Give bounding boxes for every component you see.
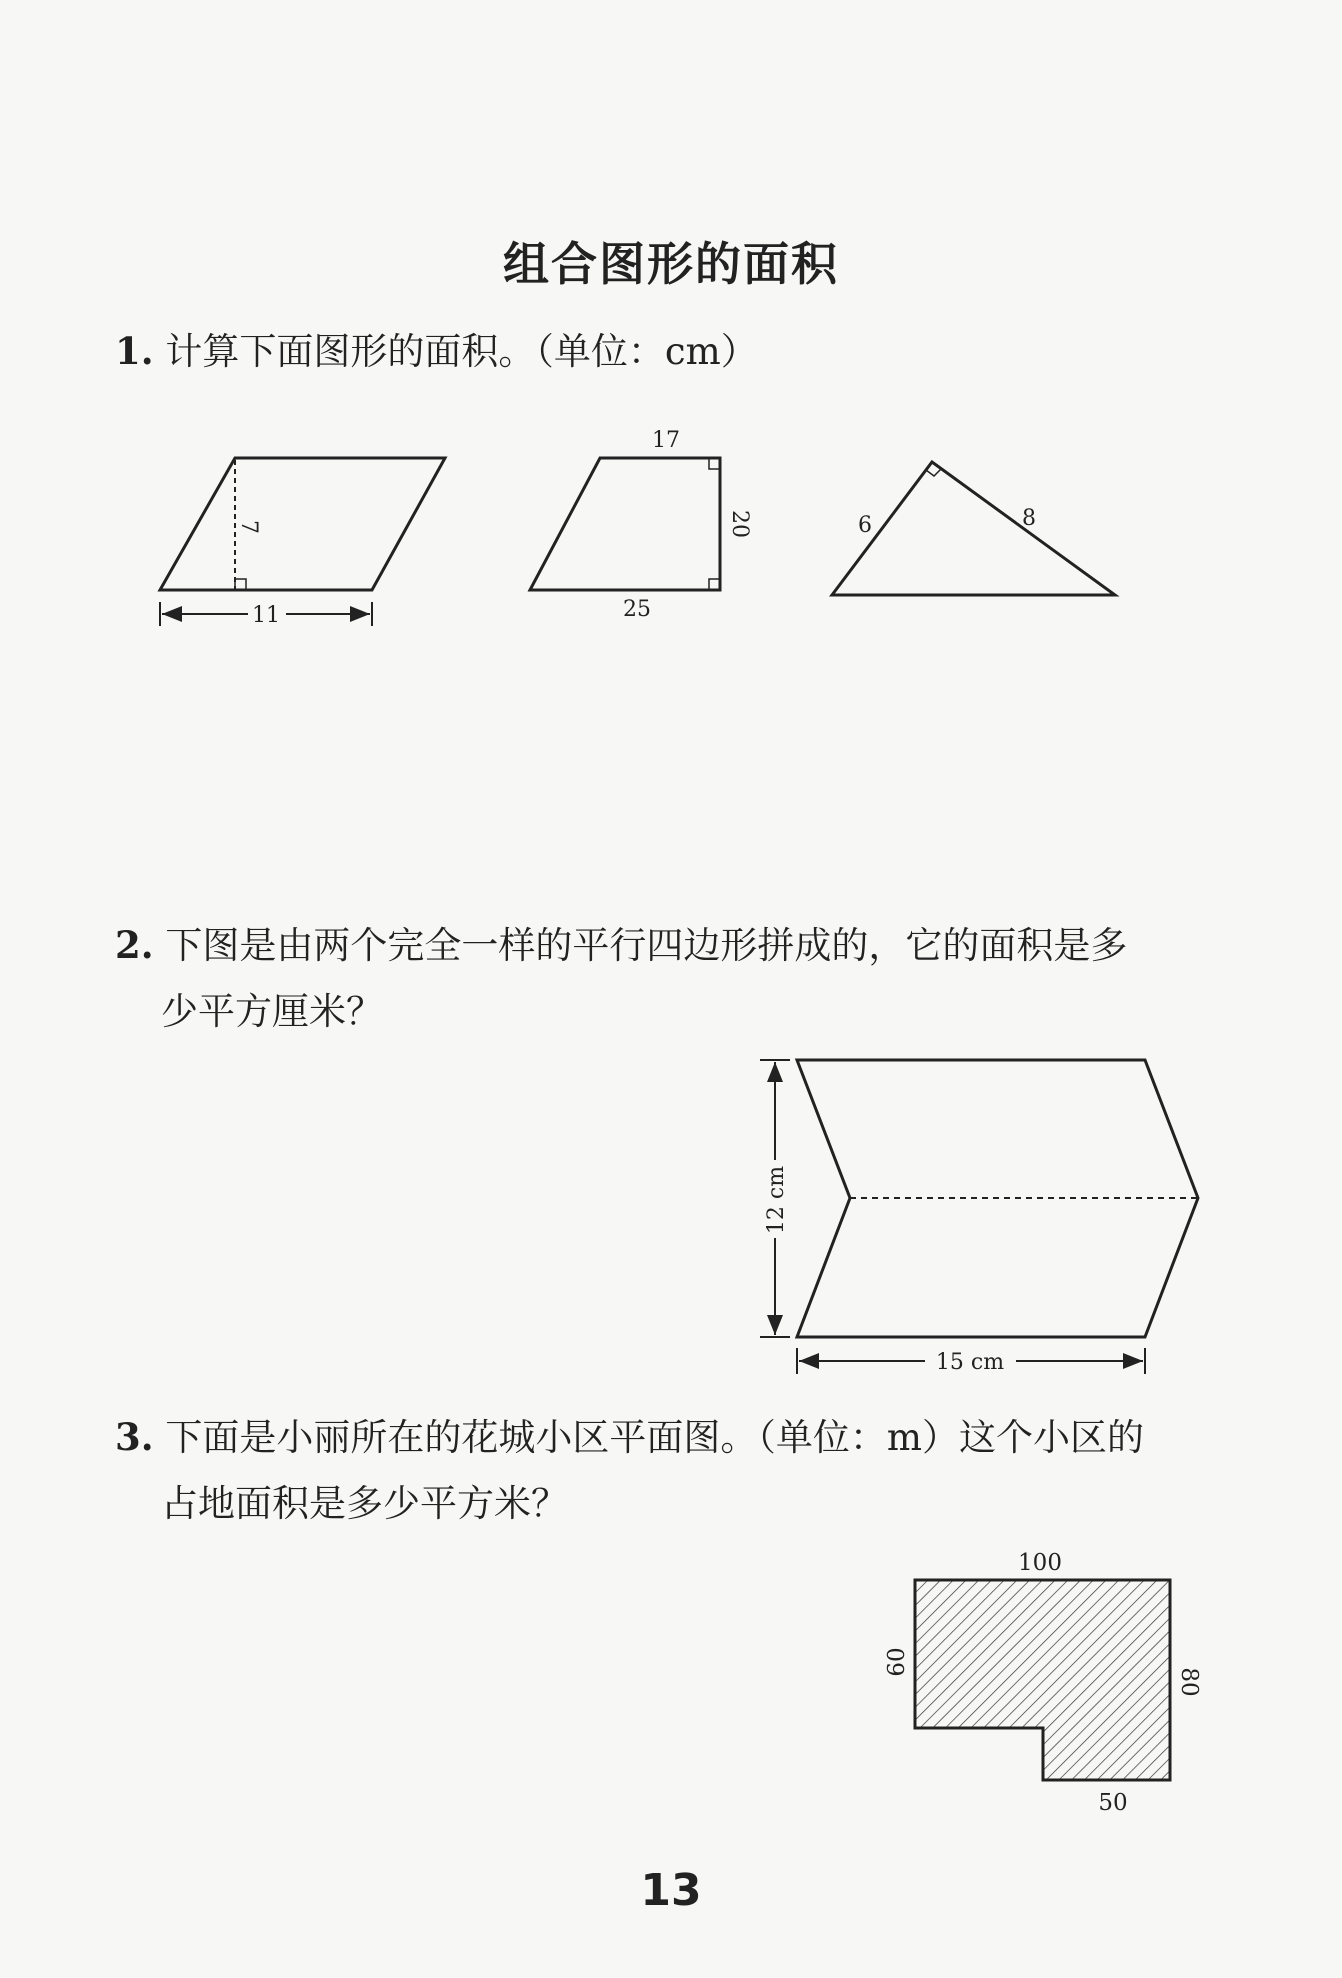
triangle-figure [832,462,1115,595]
triangle-leg-a-label: 6 [858,513,872,538]
question-2 [115,912,1127,1045]
parallelogram-figure [160,458,445,628]
plan-right-label: 80 [1176,1667,1202,1697]
community-plan-figure [884,1550,1202,1816]
question-2-text-line2: 少平方厘米？ [161,990,383,1033]
question-3 [115,1404,1144,1537]
question-3-number: 3. [115,1415,154,1459]
chevron-figure [760,1060,1198,1375]
question-3-text-line1: 下面是小丽所在的花城小区平面图。（单位：m）这个小区的 [165,1416,1144,1459]
question-2-number: 2. [115,923,154,967]
plan-bottom-label: 50 [1098,1790,1128,1816]
question-2-text-line1: 下图是由两个完全一样的平行四边形拼成的，它的面积是多 [165,924,1128,967]
chevron-height-label: 12 cm [764,1165,789,1235]
question-3-text-line2: 占地面积是多少平方米？ [161,1482,568,1525]
trapezoid-bottom-label: 25 [623,597,651,622]
chevron-width-label: 15 cm [935,1350,1005,1375]
page-number: 13 [640,1865,702,1916]
plan-left-label: 60 [884,1647,910,1677]
trapezoid-figure [530,428,752,622]
trapezoid-height-label: 20 [727,510,752,538]
question-1-text: 计算下面图形的面积。（单位：cm） [165,330,758,373]
question-1-number: 1. [115,329,154,373]
triangle-leg-b-label: 8 [1022,506,1036,531]
page-title: 组合图形的面积 [503,237,839,291]
plan-top-label: 100 [1018,1550,1062,1576]
parallelogram-base-label: 11 [252,603,280,628]
parallelogram-height-label: 7 [236,520,261,534]
trapezoid-top-label: 17 [652,428,680,453]
